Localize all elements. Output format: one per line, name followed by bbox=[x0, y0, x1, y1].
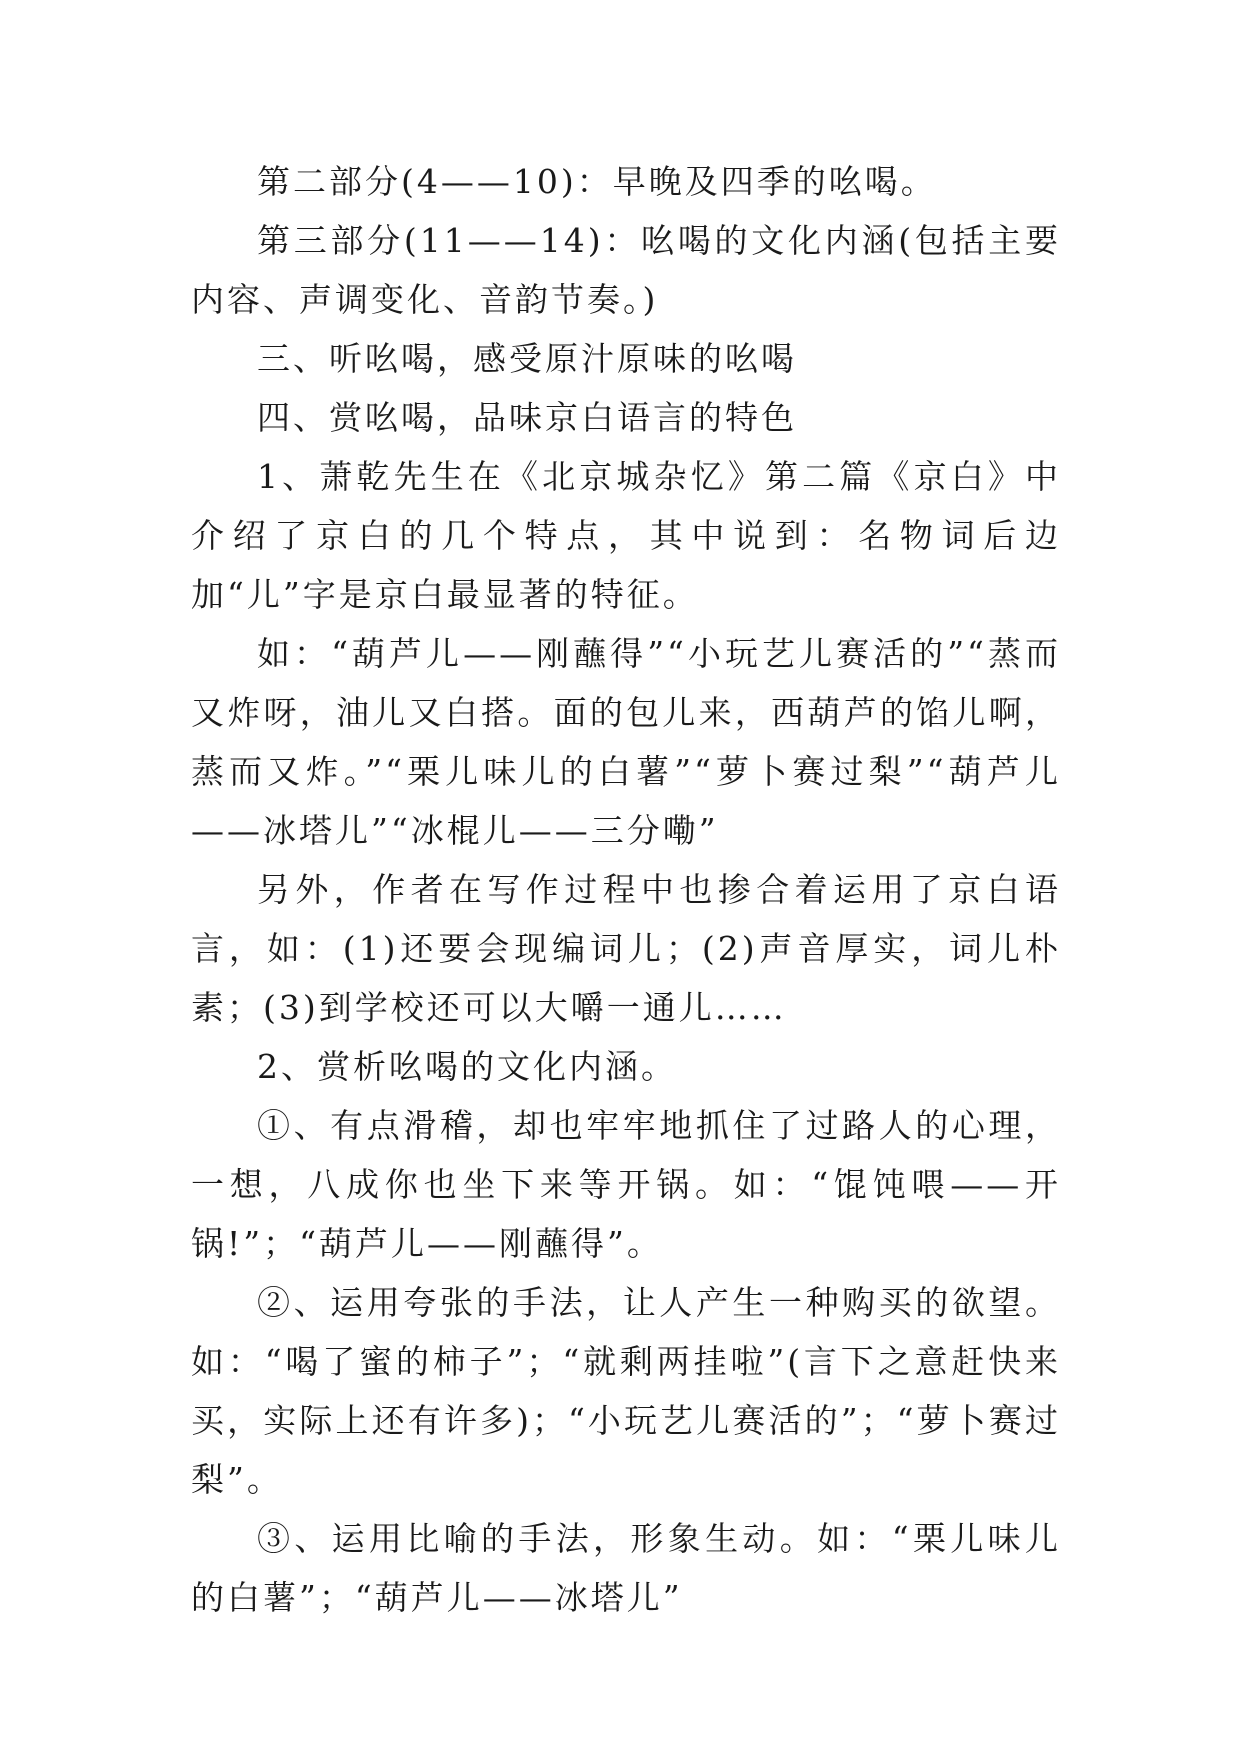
paragraph-point-one: ①、有点滑稽，却也牢牢地抓住了过路人的心理，一想，八成你也坐下来等开锅。如：“馄饨喂——开锅!”；“葫芦儿——刚蘸得”。 bbox=[191, 1106, 1061, 1263]
document-body bbox=[191, 152, 1061, 1627]
paragraph-part-two: 第二部分(4——10)：早晚及四季的吆喝。 bbox=[257, 162, 937, 201]
paragraph-point-two: ②、运用夸张的手法，让人产生一种购买的欲望。如：“喝了蜜的柿子”；“就剩两挂啦”(言下之意赶快来买，实际上还有许多)；“小玩艺儿赛活的”；“萝卜赛过梨”。 bbox=[191, 1283, 1061, 1499]
paragraph-author-usage: 另外，作者在写作过程中也掺合着运用了京白语言，如：(1)还要会现编词儿；(2)声音厚实，词儿朴素；(3)到学校还可以大嚼一通儿…… bbox=[191, 870, 1061, 1027]
heading-cultural-connotation: 2、赏析吆喝的文化内涵。 bbox=[257, 1047, 677, 1086]
heading-listen: 三、听吆喝，感受原汁原味的吆喝 bbox=[257, 339, 797, 378]
heading-appreciate: 四、赏吆喝，品味京白语言的特色 bbox=[257, 398, 797, 437]
paragraph-part-three: 第三部分(11——14)：吆喝的文化内涵(包括主要内容、声调变化、音韵节奏。) bbox=[191, 221, 1061, 319]
paragraph-examples: 如：“葫芦儿——刚蘸得”“小玩艺儿赛活的”“蒸而又炸呀，油儿又白搭。面的包儿来，西葫芦的馅儿啊，蒸而又炸。”“栗儿味儿的白薯”“萝卜赛过梨”“葫芦儿——冰塔儿”“冰棍儿——三分嘞” bbox=[191, 634, 1061, 850]
paragraph-point-three: ③、运用比喻的手法，形象生动。如：“栗儿味儿的白薯”；“葫芦儿——冰塔儿” bbox=[191, 1519, 1061, 1617]
paragraph-jingbai-feature: 1、萧乾先生在《北京城杂忆》第二篇《京白》中介绍了京白的几个特点，其中说到：名物词后边加“儿”字是京白最显著的特征。 bbox=[191, 457, 1061, 614]
